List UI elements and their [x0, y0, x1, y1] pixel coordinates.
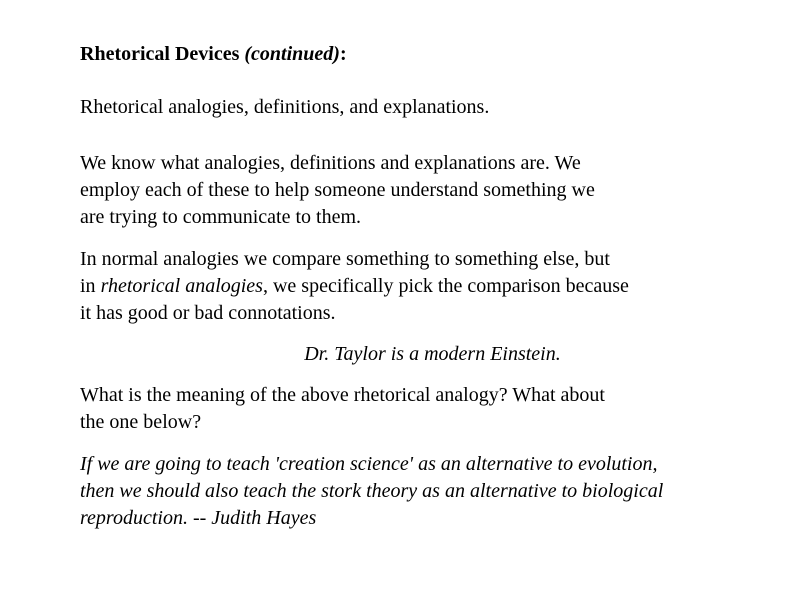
title-colon: : — [339, 43, 347, 65]
paragraph-question — [80, 382, 605, 436]
slide-subtitle: Rhetorical analogies, definitions, and explanations. — [80, 96, 490, 118]
analogies-suffix: , we specifically pick the comparison because — [262, 275, 629, 297]
quote-judith-hayes — [80, 451, 663, 532]
paragraph-intro-line: are trying to communicate to them. — [80, 206, 362, 228]
quote-line: If we are going to teach 'creation science' as an alternative to evolution, — [80, 453, 658, 475]
analogies-prefix: in — [80, 275, 101, 297]
paragraph-analogies-line: it has good or bad connotations. — [80, 302, 336, 324]
paragraph-rhetorical-analogies — [80, 246, 629, 327]
title-main: Rhetorical Devices — [80, 43, 245, 65]
paragraph-intro-line: We know what analogies, definitions and explanations are. We — [80, 152, 581, 174]
title-italic: (continued) — [244, 43, 340, 65]
paragraph-question-line: the one below? — [80, 411, 202, 433]
quote-line: reproduction. -- Judith Hayes — [80, 507, 317, 529]
analogies-emphasis: rhetorical analogies — [100, 275, 263, 297]
paragraph-intro — [80, 150, 595, 231]
paragraph-question-line: What is the meaning of the above rhetorical analogy? What about — [80, 384, 605, 406]
paragraph-intro-line: employ each of these to help someone understand something we — [80, 179, 595, 201]
example-analogy: Dr. Taylor is a modern Einstein. — [304, 343, 561, 365]
paragraph-analogies-line: In normal analogies we compare something to something else, but — [80, 248, 610, 270]
quote-line: then we should also teach the stork theory as an alternative to biological — [80, 480, 664, 502]
slide-title — [80, 41, 347, 68]
paragraph-analogies-line — [80, 273, 629, 300]
